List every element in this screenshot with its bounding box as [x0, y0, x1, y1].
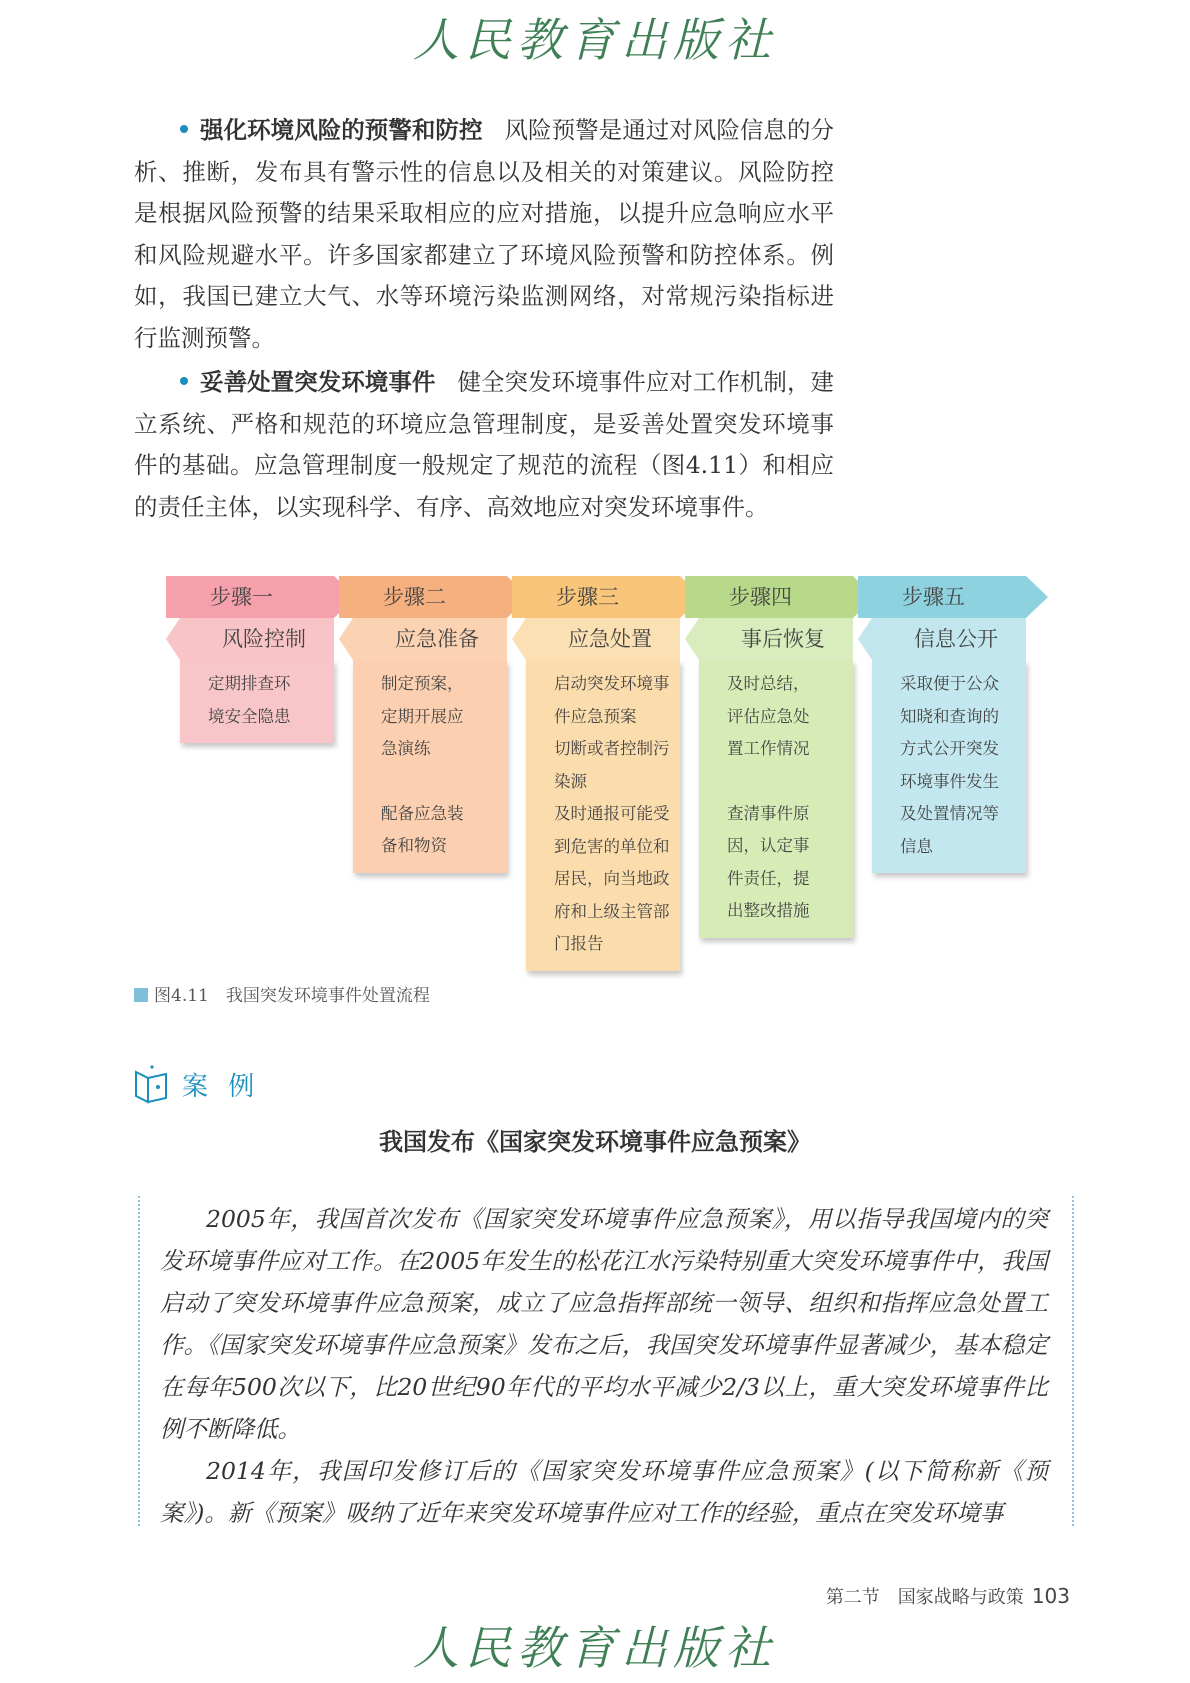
step-name-label: 事后恢复 — [699, 618, 853, 660]
step-body-line: 环境事件发生 — [900, 771, 999, 791]
step-body-line: 及处置情况等 — [900, 804, 999, 823]
step-body-line: 及时总结， — [727, 674, 810, 693]
step-body-line: 门报告 — [554, 934, 604, 953]
caption-text: 图4.11 我国突发环境事件处置流程 — [154, 986, 430, 1006]
step-body-line: 制定预案， — [381, 674, 464, 693]
step-body-line: 府和上级主管部 — [554, 901, 670, 921]
step-number-label: 步骤一 — [166, 576, 334, 618]
flow-step-3 — [512, 576, 680, 971]
step-name-label: 应急处置 — [526, 618, 680, 660]
paragraph-risk-warning — [134, 110, 834, 359]
step-body-line: 出整改措施 — [727, 901, 810, 920]
step-number-label: 步骤三 — [512, 576, 680, 618]
paragraph-emergency-handling — [134, 362, 834, 528]
footer-section: 第二节 国家战略与政策 — [825, 1587, 1024, 1608]
step-body-line: 染源 — [554, 771, 587, 791]
step-body-line: 置工作情况 — [727, 739, 810, 758]
step-body-line: 切断或者控制污 — [554, 739, 670, 758]
step-body-line: 采取便于公众 — [900, 674, 999, 693]
case-paragraph: 2005年，我国首次发布《国家突发环境事件应急预案》，用以指导我国境内的突发环境事件应对工作。在2005年发生的松花江水污染特别重大突发环境事件中，我国启动了突发环境事件应急预案，成立了应急指挥部统一领导、组织和指挥应急处置工作。《国家突发环境事件应急预案》发布之后，我国突发环境事件显著减少，基本稳定在每年500次以下，比20世纪90年代的平均水平减少2/3以上，重大突发环境事件比例不断降低。 — [160, 1205, 1048, 1443]
publisher-watermark-bottom: 人民教育出版社 — [413, 1621, 777, 1675]
step-body — [353, 660, 507, 873]
case-paragraph: 2014年，我国印发修订后的《国家突发环境事件应急预案》(以下简称新《预案》)。新《预案》吸纳了近年来突发环境事件应对工作的经验，重点在突发环境事 — [160, 1457, 1048, 1527]
step-body — [872, 660, 1026, 873]
book-icon — [134, 1064, 168, 1104]
step-body-line: 到危害的单位和 — [554, 836, 670, 856]
step-body-line: 居民，向当地政 — [554, 869, 670, 888]
paragraph-text: 健全突发环境事件应对工作机制，建立系统、严格和规范的环境应急管理制度，是妥善处置突发环境事件的基础。应急管理制度一般规定了规范的流程（图4.11）和相应的责任主体，以实现科学、有序、高效地应对突发环境事件。 — [134, 368, 835, 521]
step-name-label: 信息公开 — [872, 618, 1026, 660]
step-name-label: 风险控制 — [180, 618, 334, 660]
case-title: 我国发布《国家突发环境事件应急预案》 — [379, 1127, 811, 1156]
figure-caption — [134, 981, 430, 1006]
step-body-line: 定期开展应 — [381, 706, 464, 726]
step-name-label: 应急准备 — [353, 618, 507, 660]
paragraph-text: 风险预警是通过对风险信息的分析、推断，发布具有警示性的信息以及相关的对策建议。风险防控是根据风险预警的结果采取相应的应对措施，以提升应急响应水平和风险规避水平。许多国家都建立了环境风险预警和防控体系。例如，我国已建立大气、水等环境污染监测网络，对常规污染指标进行监测预警。 — [134, 116, 834, 352]
step-body-line: 及时通报可能受 — [554, 804, 670, 823]
step-body-line: 境安全隐患 — [208, 706, 291, 726]
step-body-line: 急演练 — [381, 739, 431, 758]
step-body-line: 评估应急处 — [727, 706, 810, 726]
step-body-line: 备和物资 — [381, 836, 447, 855]
flow-step-1 — [166, 576, 334, 743]
step-body-line: 件应急预案 — [554, 706, 637, 726]
step-body-line: 方式公开突发 — [900, 739, 999, 758]
paragraph-lead: 强化环境风险的预警和防控 — [200, 116, 483, 144]
paragraph-lead: 妥善处置突发环境事件 — [200, 368, 436, 396]
flow-step-4 — [685, 576, 853, 938]
step-body-line: 信息 — [900, 836, 933, 856]
case-label: 案 例 — [182, 1072, 261, 1102]
step-body-line: 启动突发环境事 — [554, 674, 670, 693]
bullet-icon — [180, 125, 188, 133]
step-body-line: 件责任，提 — [727, 868, 810, 888]
step-number-label: 步骤五 — [858, 576, 1026, 618]
page-number: 103 — [1031, 1584, 1070, 1608]
flow-step-5 — [858, 576, 1026, 873]
caption-square-icon — [134, 988, 148, 1002]
step-body-line: 查清事件原 — [727, 803, 810, 823]
step-body-line: 知晓和查询的 — [900, 706, 999, 726]
publisher-watermark-top: 人民教育出版社 — [413, 13, 777, 67]
page-footer — [826, 1583, 1070, 1609]
step-body-line: 因，认定事 — [727, 836, 810, 855]
step-body-line: 配备应急装 — [381, 803, 464, 823]
step-body — [699, 660, 853, 938]
flow-step-2 — [339, 576, 507, 873]
step-number-label: 步骤二 — [339, 576, 507, 618]
step-body — [526, 660, 680, 971]
step-body-line: 定期排查环 — [208, 674, 291, 693]
step-body — [180, 660, 334, 743]
bullet-icon — [180, 377, 188, 385]
step-number-label: 步骤四 — [685, 576, 853, 618]
